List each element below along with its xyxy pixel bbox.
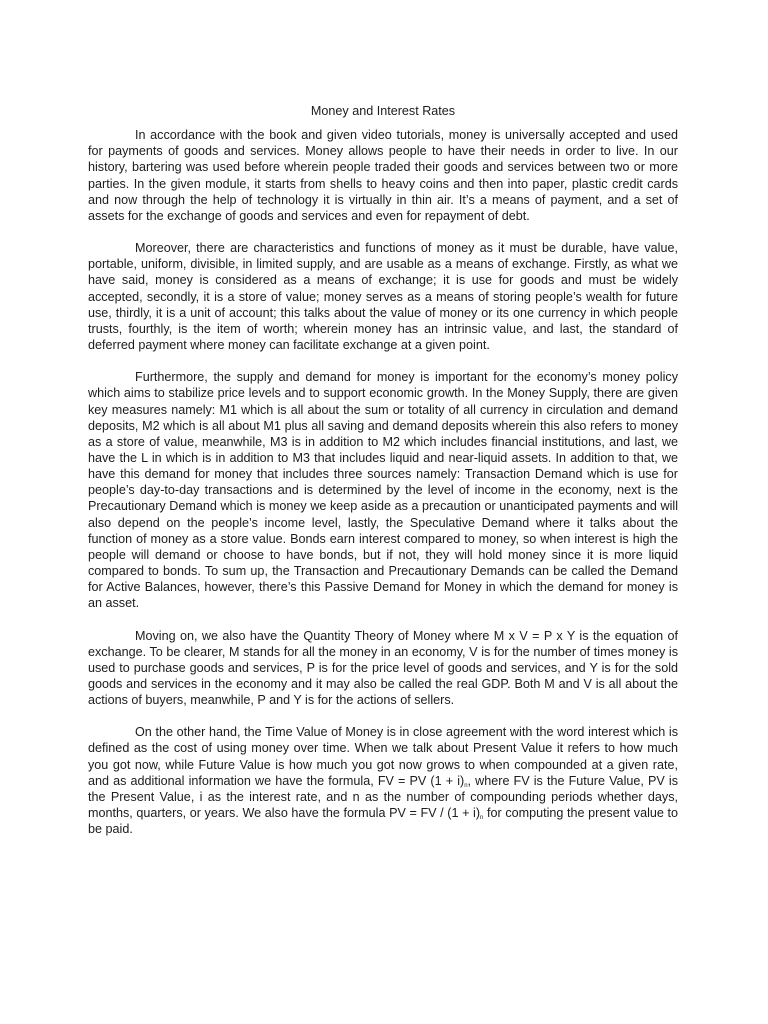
document-body [88, 103, 678, 837]
paragraph-time-value-of-money [88, 724, 678, 837]
time-value-text-part2: , where FV is the Future Value, PV is the Present Value, i as the interest rate, and n as the number of compounding periods whether days, months, quarters, or years. We also have the formula PV = FV / (1 + i) [88, 773, 678, 821]
paragraph-money-characteristics: Moreover, there are characteristics and functions of money as it must be durable, have value, portable, uniform, divisible, in limited supply, and are usable as a means of exchange. Firstly, as what we have said, money is considered as a means of exchange; it is use for goods and must be widely accepted, secondly, it is a store of value; money serves as a means of storing people’s wealth for future use, thirdly, it is a unit of account; this talks about the value of money or its one currency in which people trusts, fourthly, is the item of worth; wherein money has an intrinsic value, and last, the standard of deferred payment where money can facilitate exchange at a given point. [88, 241, 678, 353]
exponent-n: n [480, 815, 484, 822]
paragraph-quantity-theory: Moving on, we also have the Quantity Theory of Money where M x V = P x Y is the equation of exchange. To be clearer, M stands for all the money in an economy, V is for the number of times money is used to purchase goods and services, P is for the price level of goods and services, and Y is for the sold goods and services in the economy and it may also be called the real GDP. Both M and V is all about the actions of buyers, meanwhile, P and Y is for the actions of sellers. [88, 628, 678, 708]
time-value-text-part1: On the other hand, the Time Value of Money is in close agreement with the word interest which is defined as the cost of using money over time. When we talk about Present Value it refers to how much you got now, while Future Value is how much you got now grows to when compounded at a given rate, and as additional information we have the formula, FV = PV (1 + i) [88, 725, 678, 788]
paragraph-money-supply-demand: Furthermore, the supply and demand for money is important for the economy’s money policy which aims to stabilize price levels and to support economic growth. In the Money Supply, there are given key measures namely: M1 which is all about the sum or totality of all currency in circulation and demand deposits, M2 which is all about M1 plus all saving and demand deposits wherein this also refers to money as a store of value, meanwhile, M3 is in addition to M2 which includes financial institutions, and last, we have the L in which is in addition to M3 that includes liquid and near-liquid assets. In addition to that, we have this demand for money that includes three sources namely: Transaction Demand which is use for people’s day-to-day transactions and is determined by the level of income in the economy, next is the Precautionary Demand which is money we keep aside as a precaution or unanticipated payments and will also depend on the people’s income level, lastly, the Speculative Demand where it talks about the function of money as a store value. Bonds earn interest compared to money, so when interest is high the people will demand or choose to have bonds, but if not, they will hold money since it is more liquid compared to bonds. To sum up, the Transaction and Precautionary Demands can be called the Demand for Active Balances, however, there’s this Passive Demand for Money in which the demand for money is an asset. [88, 370, 678, 611]
exponent-n: n [464, 782, 468, 789]
paragraph-money-definition: In accordance with the book and given video tutorials, money is universally accepted and used for payments of goods and services. Money allows people to have their needs in order to live. In our history, bartering was used before wherein people traded their goods and services between two or more parties. In the given module, it starts from shells to heavy coins and then into paper, plastic credit cards and now through the help of technology it is virtually in thin air. It’s a means of payment, and a set of assets for the exchange of goods and services and even for repayment of debt. [88, 128, 678, 223]
time-value-text-part3: for computing the present value to be paid. [88, 806, 678, 837]
document-title: Money and Interest Rates [310, 104, 456, 118]
